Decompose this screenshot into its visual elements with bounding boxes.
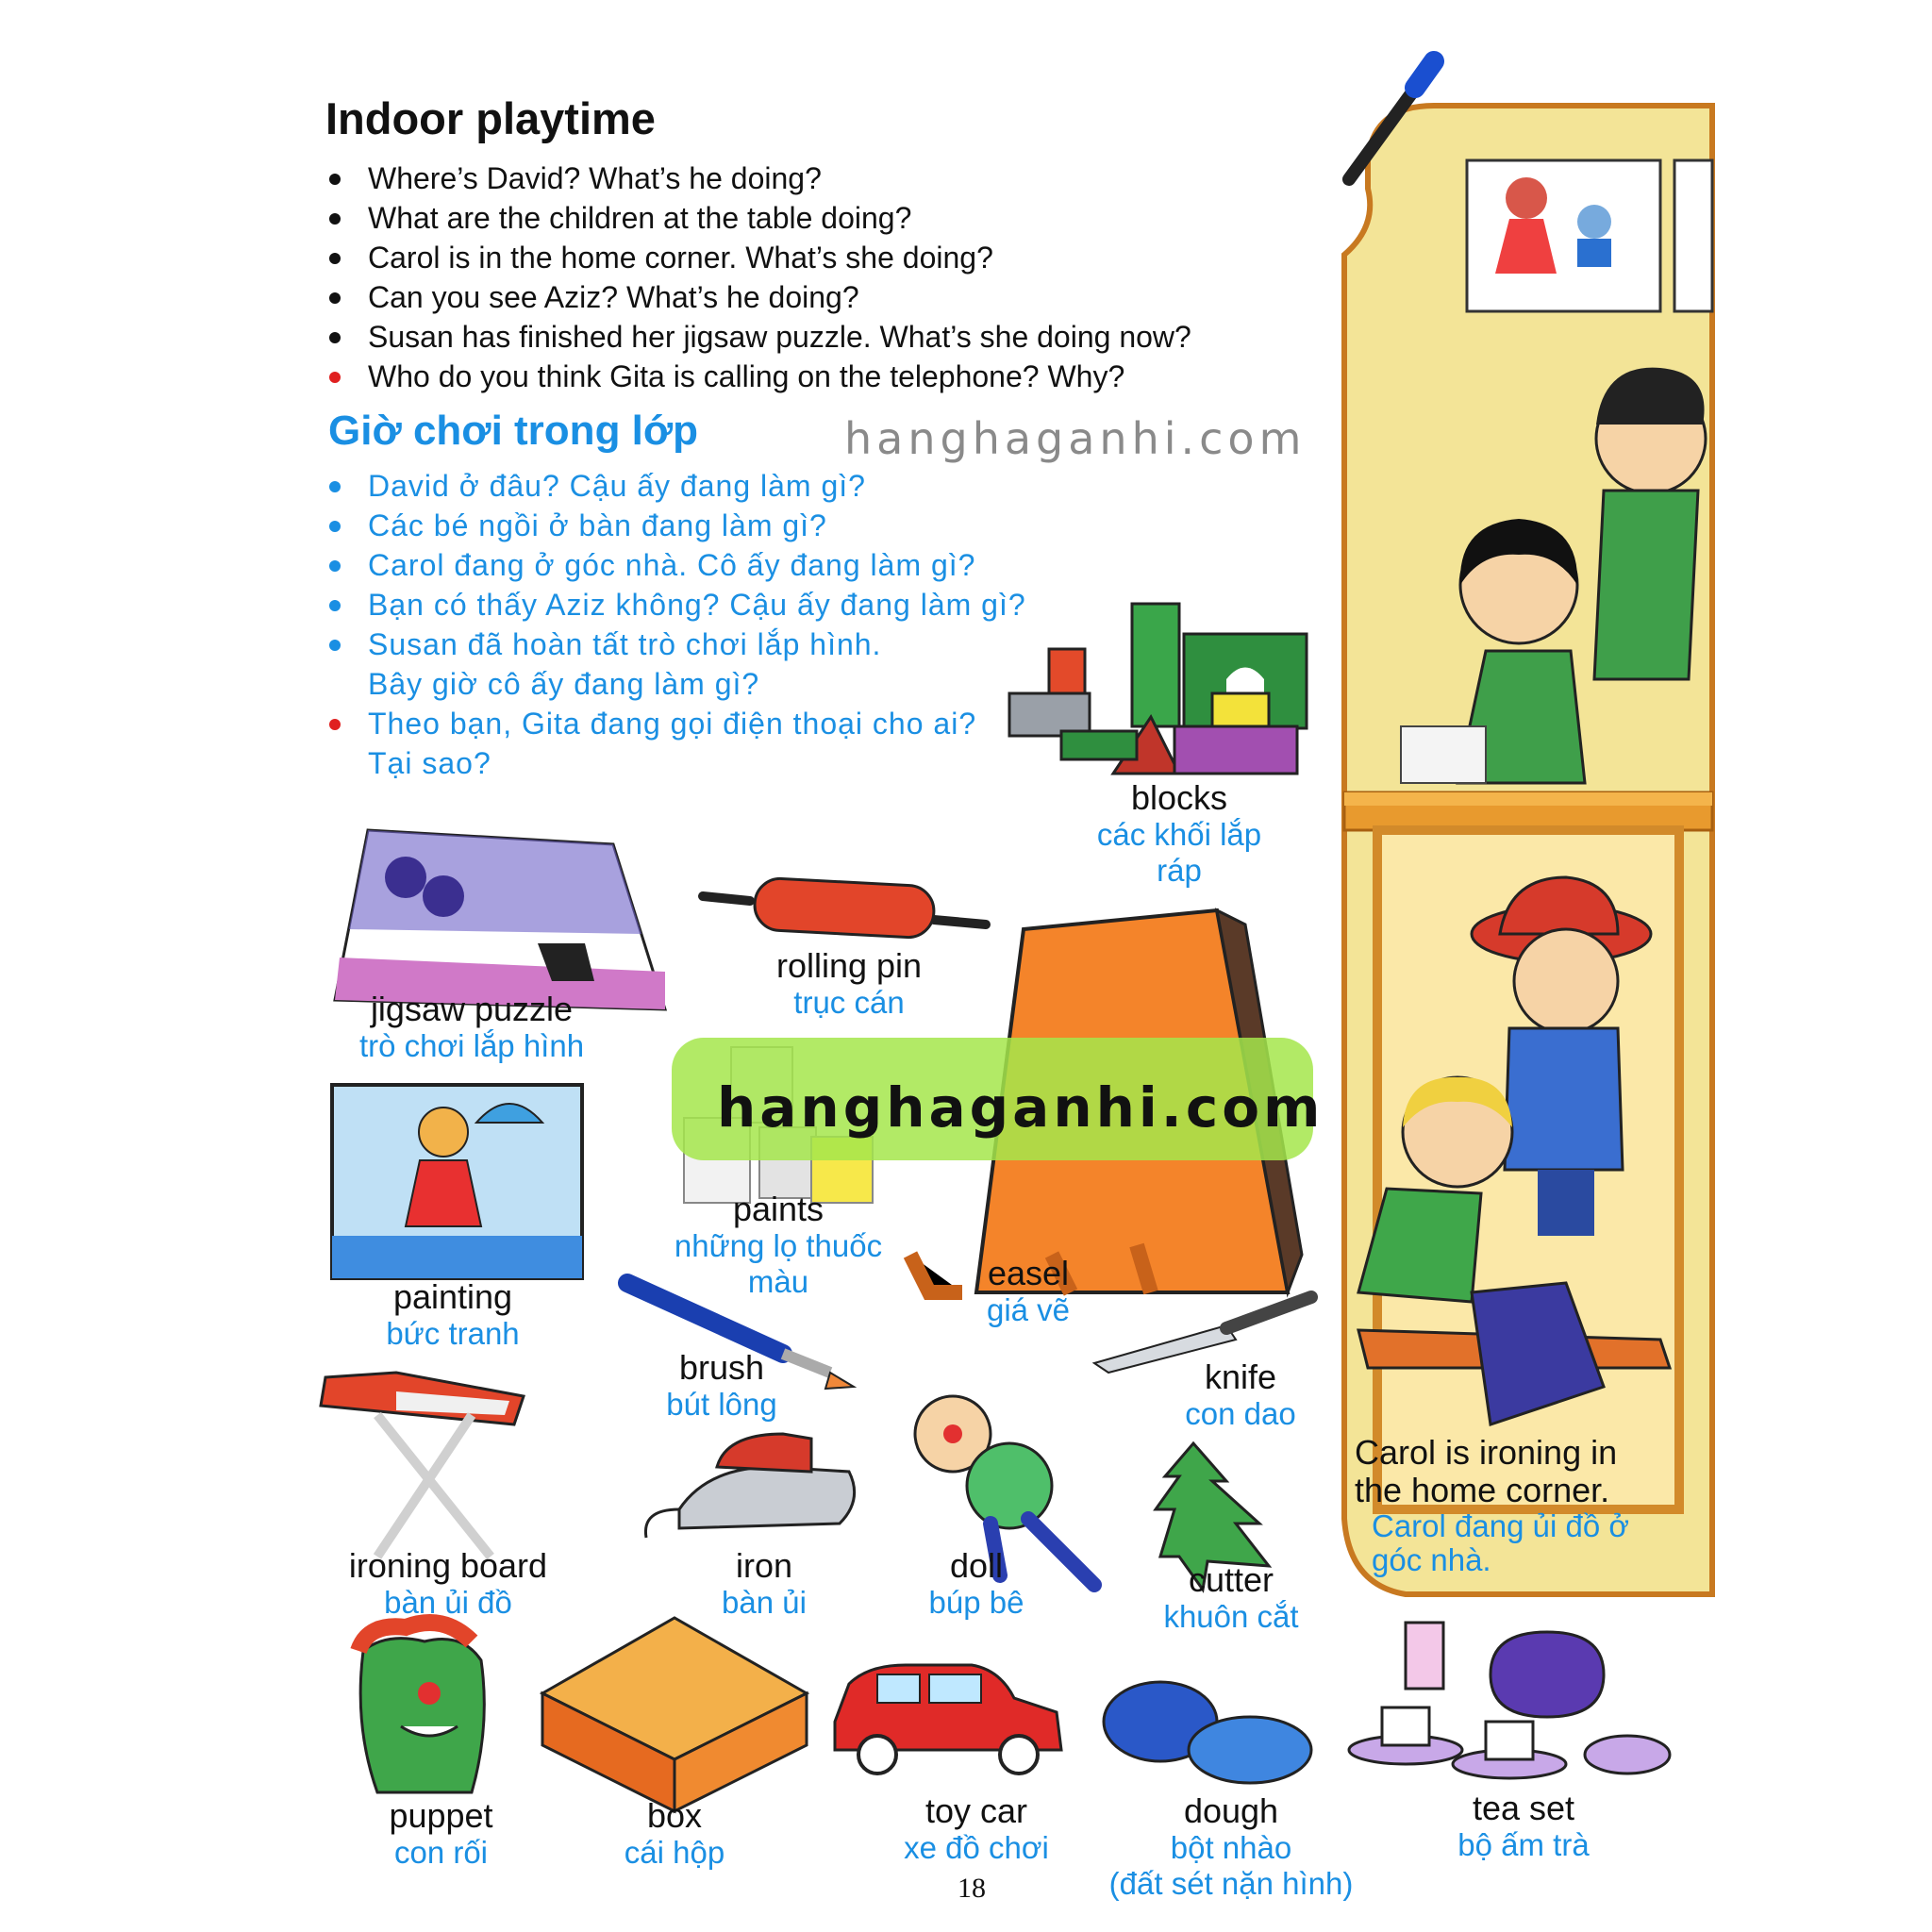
question-en-item: Where’s David? What’s he doing? [325, 158, 1191, 198]
question-vn-item: Bạn có thấy Aziz không? Cậu ấy đang làm gì? [325, 585, 1026, 625]
question-vn-item: Theo bạn, Gita đang gọi điện thoại cho ai? [325, 704, 1026, 743]
label-blocks: blocks các khối lắp ráp [1096, 778, 1262, 888]
question-vn-item: Các bé ngồi ở bàn đang làm gì? [325, 506, 1026, 545]
label-paints: paints những lọ thuốc màu [674, 1190, 883, 1299]
page-title: Indoor playtime [325, 93, 656, 143]
label-iron: iron bàn ủi [722, 1546, 807, 1620]
label-cutter: cutter khuôn cắt [1163, 1560, 1299, 1634]
page-title-vn: Giờ chơi trong lớp [328, 408, 699, 454]
watermark-banner-text: hanghaganhi.com [717, 1075, 1324, 1140]
question-vn-item: Susan đã hoàn tất trò chơi lắp hình. [325, 625, 1026, 664]
question-vn-item: Tại sao? [368, 746, 491, 780]
label-brush: brush bút lông [666, 1348, 777, 1422]
label-jigsaw-puzzle: jigsaw puzzle trò chơi lắp hình [358, 990, 585, 1063]
label-knife: knife con dao [1185, 1357, 1296, 1431]
page-number: 18 [958, 1873, 986, 1904]
label-doll: doll búp bê [928, 1546, 1024, 1620]
question-en-item: What are the children at the table doing? [325, 198, 1191, 238]
question-en-item: Can you see Aziz? What’s he doing? [325, 277, 1191, 317]
label-dough: dough bột nhào (đất sét nặn hình) [1108, 1791, 1354, 1901]
question-vn-item: Carol đang ở góc nhà. Cô ấy đang làm gì? [325, 545, 1026, 585]
label-toy-car: toy car xe đồ chơi [904, 1791, 1049, 1865]
label-rolling-pin: rolling pin trục cán [775, 946, 923, 1020]
question-vn-item: David ở đâu? Cậu ấy đang làm gì? [325, 466, 1026, 506]
label-puppet: puppet con rối [389, 1796, 493, 1870]
label-tea-set: tea set bộ ấm trà [1457, 1789, 1590, 1862]
question-vn-item: Bây giờ cô ấy đang làm gì? [368, 667, 760, 701]
label-ironing-board: ironing board bàn ủi đồ [348, 1546, 548, 1620]
question-en-item: Who do you think Gita is calling on the telephone? Why? [325, 357, 1191, 396]
label-painting: painting bức tranh [386, 1277, 520, 1351]
watermark-text: hanghaganhi.com [844, 413, 1307, 464]
question-en-item: Carol is in the home corner. What’s she doing? [325, 238, 1191, 277]
label-box: box cái hộp [624, 1796, 725, 1870]
scene-caption: Carol is ironing in the home corner. Carol đang ủi đồ ở góc nhà. [1355, 1433, 1629, 1577]
question-en-item: Susan has finished her jigsaw puzzle. What’s she doing now? [325, 317, 1191, 357]
label-easel: easel giá vẽ [986, 1254, 1071, 1327]
